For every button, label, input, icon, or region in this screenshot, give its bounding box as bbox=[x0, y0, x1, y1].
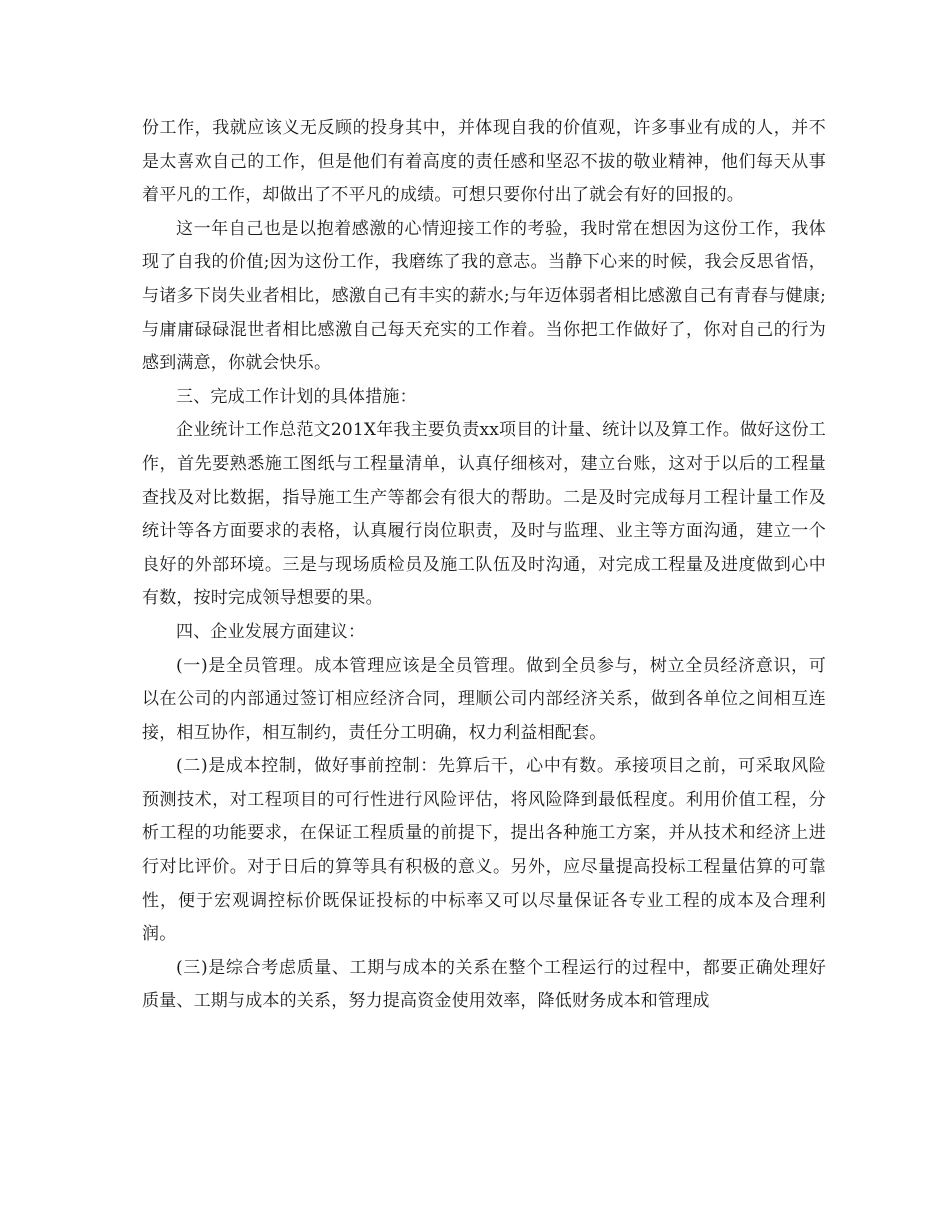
section-heading-measures: 三、完成工作计划的具体措施： bbox=[176, 386, 417, 407]
paragraph-suggestion-3: (三)是综合考虑质量、工期与成本的关系在整个工程运行的过程中，都要正确处理好质量、工期与成本的关系，努力提高资金使用效率，降低财务成本和管理成 bbox=[142, 957, 826, 1012]
paragraph-suggestion-1: (一)是全员管理。成本管理应该是全员管理。做到全员参与，树立全员经济意识，可以在公司的内部通过签订相应经济合同，理顺公司内部经济关系，做到各单位之间相互连接，相互协作，相互制约，责任分工明确，权力利益相配套。 bbox=[142, 655, 826, 743]
section-heading-suggestions: 四、企业发展方面建议： bbox=[176, 621, 366, 642]
paragraph-gratitude: 这一年自己也是以抱着感激的心情迎接工作的考验，我时常在想因为这份工作，我体现了自我的价值;因为这份工作，我磨练了我的意志。当静下心来的时候，我会反思省悟，与诸多下岗失业者相比，感激自己有丰实的薪水;与年迈体弱者相比感激自己有青春与健康;与庸庸碌碌混世者相比感激自己每天充实的工作着。当你把工作做好了，你对自己的行为感到满意，你就会快乐。 bbox=[142, 218, 826, 374]
paragraph-suggestion-2: (二)是成本控制，做好事前控制：先算后干，心中有数。承接项目之前，可采取风险预测技术，对工程项目的可行性进行风险评估，将风险降到最低程度。利用价值工程，分析工程的功能要求，在保证工程质量的前提下，提出各种施工方案，并从技术和经济上进行对比评价。对于日后的算等具有积极的意义。另外，应尽量提高投标工程量估算的可靠性，便于宏观调控标价既保证投标的中标率又可以尽量保证各专业工程的成本及合理利润。 bbox=[142, 756, 826, 945]
paragraph-continuation: 份工作，我就应该义无反顾的投身其中，并体现自我的价值观，许多事业有成的人，并不是太喜欢自己的工作，但是他们有着高度的责任感和坚忍不拔的敬业精神，他们每天从事着平凡的工作，却做出了不平凡的成绩。可想只要你付出了就会有好的回报的。 bbox=[142, 118, 826, 206]
paragraph-measures: 企业统计工作总范文201X年我主要负责xx项目的计量、统计以及算工作。做好这份工作，首先要熟悉施工图纸与工程量清单，认真仔细核对，建立台账，这对于以后的工程量查找及对比数据，指导施工生产等都会有很大的帮助。二是及时完成每月工程计量工作及统计等各方面要求的表格，认真履行岗位职责，及时与监理、业主等方面沟通，建立一个良好的外部环境。三是与现场质检员及施工队伍及时沟通，对完成工程量及进度做到心中有数，按时完成领导想要的果。 bbox=[142, 420, 826, 609]
document-body bbox=[142, 112, 826, 1019]
